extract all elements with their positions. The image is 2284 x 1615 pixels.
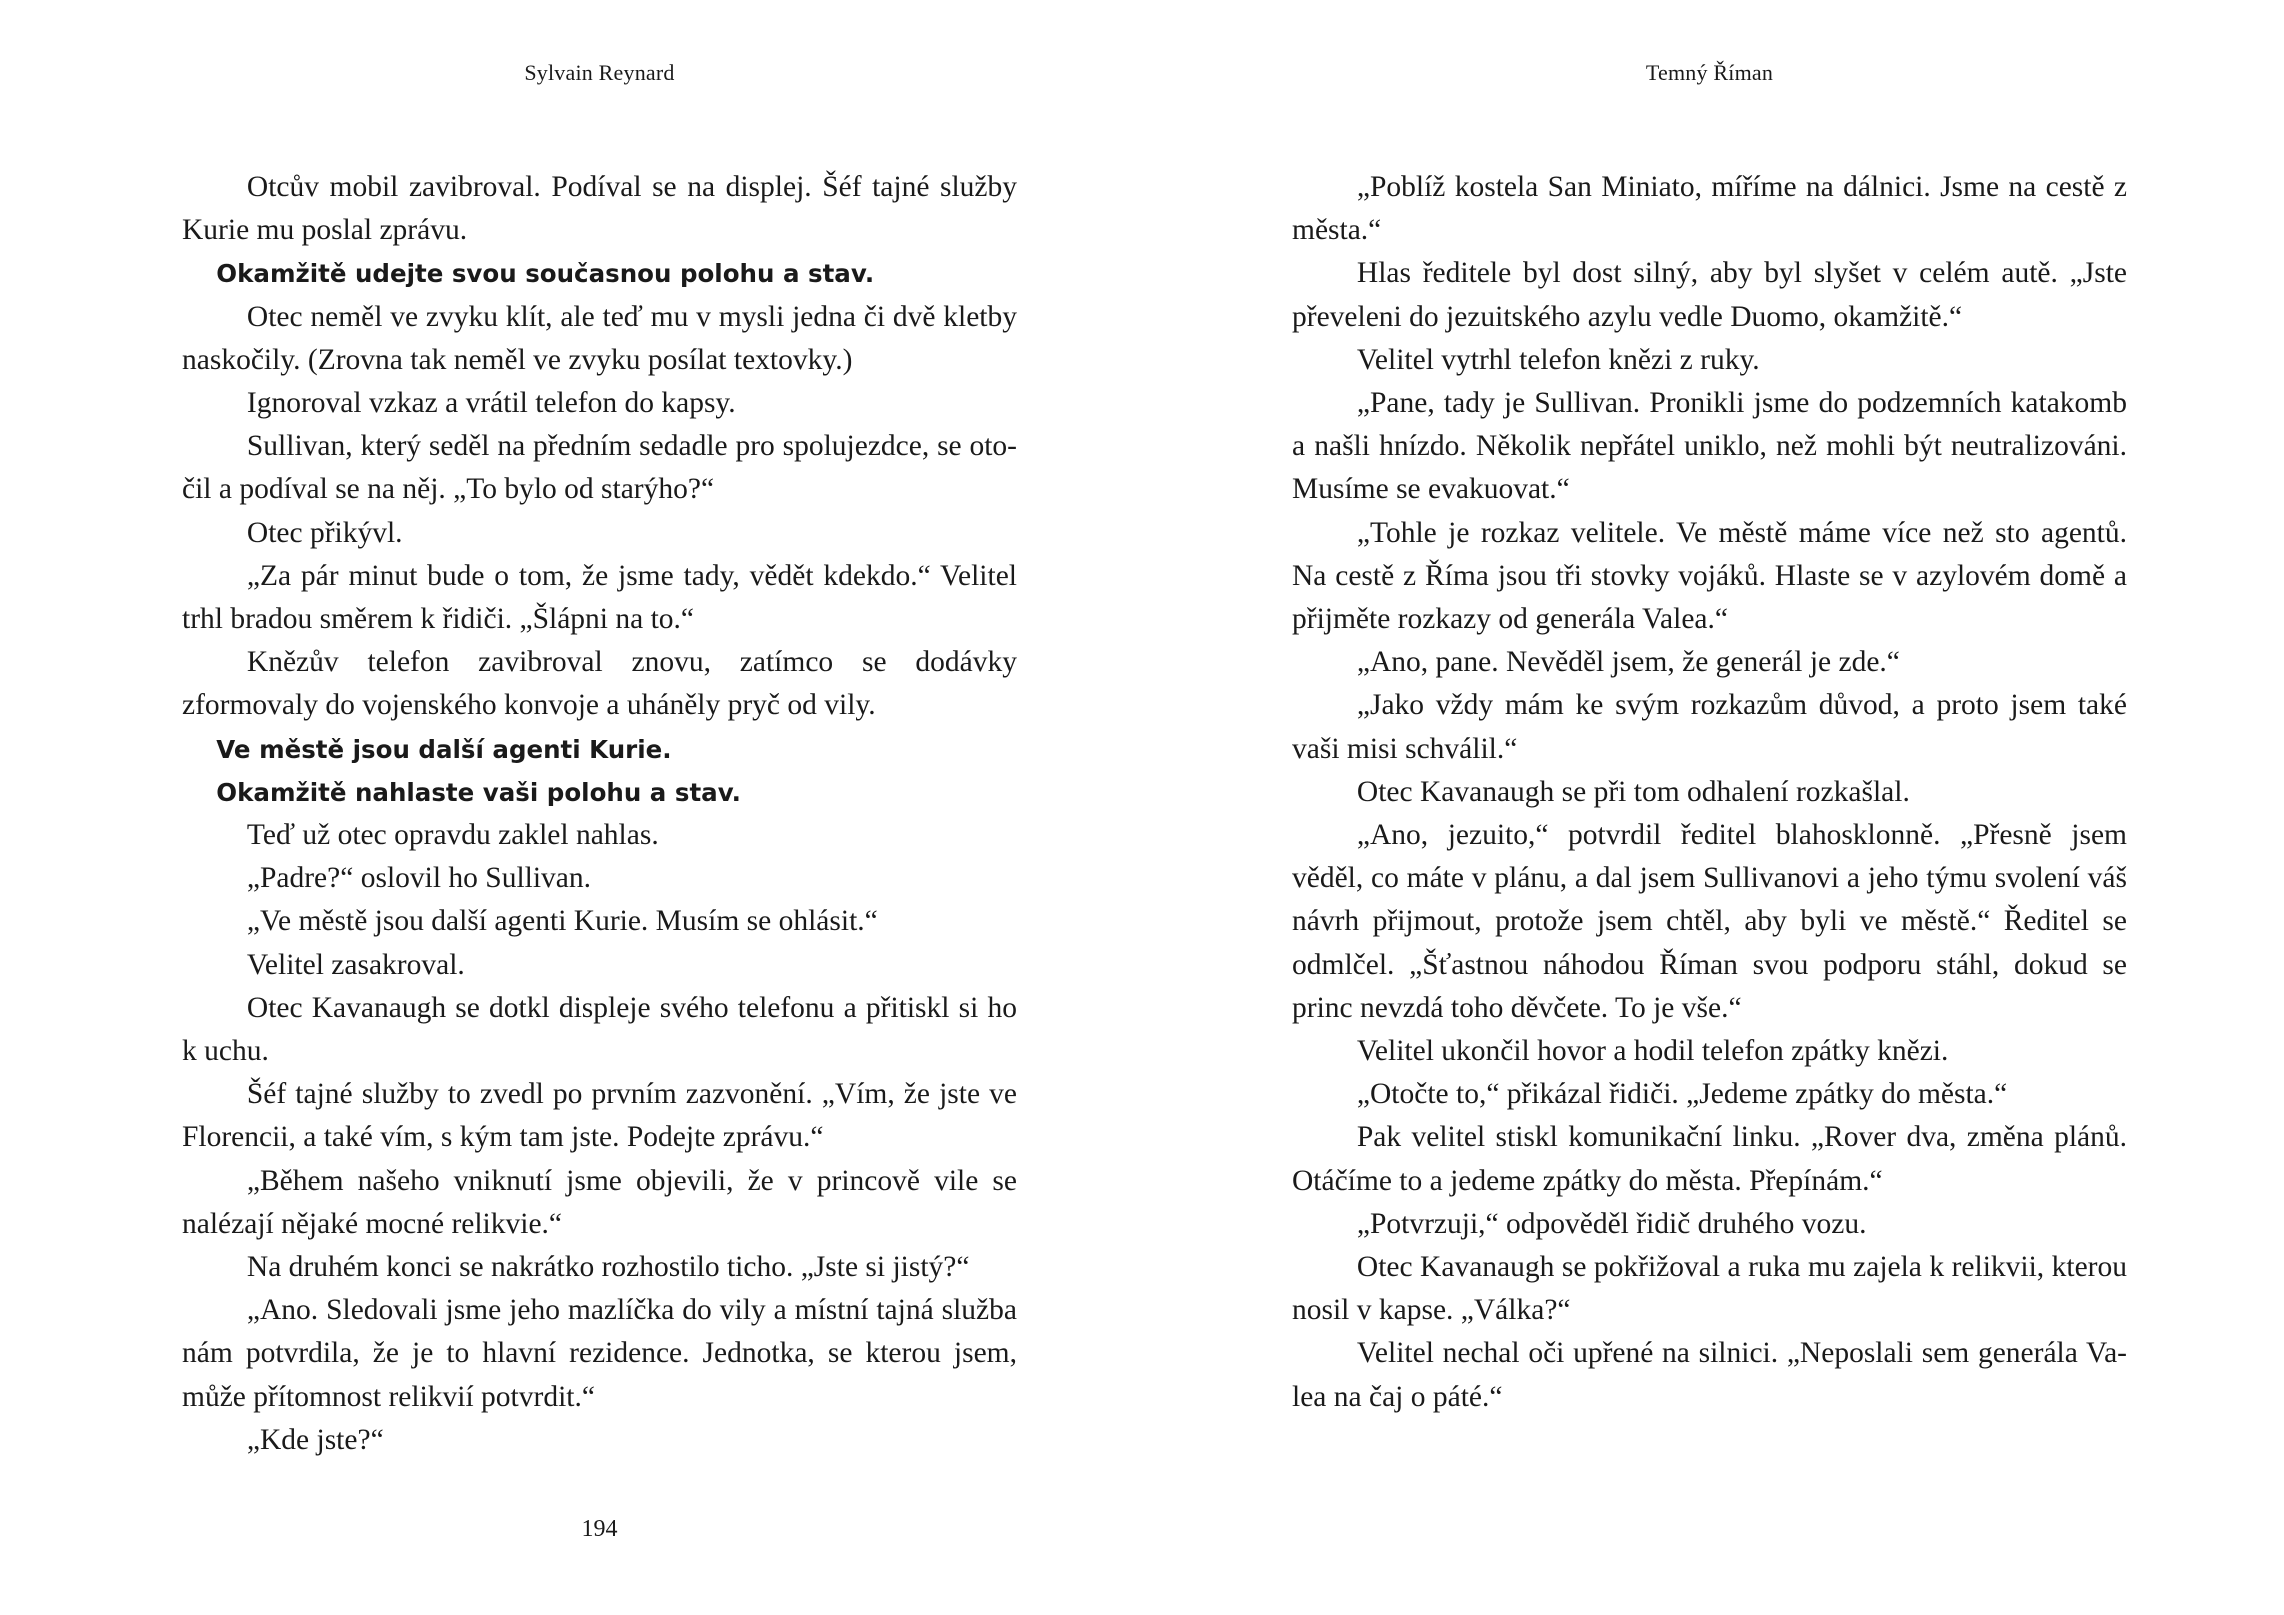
paragraph: „Jako vždy mám ke svým rozkazům důvod, a proto jsem také vaši misi schválil.“ — [1292, 689, 2127, 765]
paragraph: Na druhém konci se nakrátko rozhostilo ticho. „Jste si jistý?“ — [246, 1251, 970, 1284]
paragraph: Otec Kavanaugh se dotkl displeje svého telefonu a přitiskl si ho k uchu. — [182, 991, 1017, 1068]
paragraph: „Otočte to,“ přikázal řidiči. „Jedeme zpátky do města.“ — [1356, 1078, 2008, 1111]
paragraph: „Ano, pane. Nevěděl jsem, že generál je zde.“ — [1356, 646, 1900, 679]
paragraph: „Tohle je rozkaz velitele. Ve městě máme více než sto agentů. Na cestě z Říma jsou tři stovky vojáků. Hlaste se v azylovém domě a přijměte rozkazy od generála Valea.“ — [1292, 516, 2127, 636]
paragraph: Velitel nechal oči upřené na silnici. „Neposlali sem generála Valea na čaj o páté.“ — [1292, 1337, 2127, 1413]
paragraph: Sullivan, který seděl na předním sedadle pro spolujezdce, se otočil a podíval se na něj. „To bylo od starýho?“ — [182, 430, 1017, 506]
paragraph: „Padre?“ oslovil ho Sullivan. — [246, 862, 591, 895]
paragraph: Velitel ukončil hovor a hodil telefon zpátky knězi. — [1356, 1035, 1949, 1068]
paragraph: Pak velitel stiskl komunikační linku. „Rover dva, změna plánů. Otáčíme to a jedeme zpátky do města. Přepínám.“ — [1292, 1121, 2127, 1197]
text-message: Okamžitě udejte svou současnou polohu a stav. — [216, 259, 875, 289]
running-head-title: Temný Říman — [1645, 60, 1774, 85]
page-number: 194 — [581, 1516, 618, 1542]
running-head-author: Sylvain Reynard — [524, 60, 675, 85]
text-message: Okamžitě nahlaste vaši polohu a stav. — [216, 777, 741, 807]
paragraph: Otec Kavanaugh se pokřižoval a ruka mu zajela k relikvii, kterou nosil v kapse. „Válka?“ — [1292, 1251, 2127, 1327]
paragraph: „Kde jste?“ — [246, 1423, 384, 1456]
paragraph: „Ano. Sledovali jsme jeho mazlíčka do vily a místní tajná služba nám potvrdila, že je to hlavní rezidence. Jednotka, se kterou jsem, může přítomnost relikvií potvrdit.“ — [182, 1294, 1017, 1413]
paragraph: „Potvrzuji,“ odpověděl řidič druhého vozu. — [1356, 1207, 1867, 1240]
paragraph: „Pane, tady je Sullivan. Pronikli jsme do podzemních katakomb a našli hnízdo. Několik nepřátel uniklo, než mohli být neutralizováni. Musíme se evakuovat.“ — [1292, 387, 2127, 506]
paragraph: Šéf tajné služby to zvedl po prvním zazvonění. „Vím, že jste ve Florencii, a také vím, s kým tam jste. Podejte zprávu.“ — [182, 1078, 1017, 1154]
right-text-block — [1292, 166, 2127, 1419]
paragraph: „Poblíž kostela San Miniato, míříme na dálnici. Jsme na cestě z města.“ — [1292, 171, 2127, 247]
paragraph: Ignoroval vzkaz a vrátil telefon do kapsy. — [246, 387, 736, 420]
paragraph: Otec Kavanaugh se při tom odhalení rozkašlal. — [1356, 775, 1910, 808]
paragraph: „Ano, jezuito,“ potvrdil ředitel blahosklonně. „Přesně jsem věděl, co máte v plánu, a dal jsem Sullivanovi a jeho týmu svolení váš návrh přijmout, protože jsem chtěl, aby byli ve městě.“ Ředitel se odmlčel. „Šťastnou náhodou Říman svou podporu stáhl, dokud se princ nevzdá toho děvčete. To je vše.“ — [1292, 819, 2127, 1024]
paragraph: „Ve městě jsou další agenti Kurie. Musím se ohlásit.“ — [246, 905, 878, 938]
paragraph: Velitel vytrhl telefon knězi z ruky. — [1356, 343, 1760, 376]
paragraph: „Za pár minut bude o tom, že jsme tady, vědět kdekdo.“ Velitel trhl bradou směrem k řidiči. „Šlápni na to.“ — [182, 559, 1017, 636]
paragraph: „Během našeho vniknutí jsme objevili, že v princově vile se nalézají nějaké mocné relikvie.“ — [182, 1164, 1017, 1240]
paragraph: Otec přikývl. — [246, 516, 403, 549]
paragraph: Hlas ředitele byl dost silný, aby byl slyšet v celém autě. „Jste převeleni do jezuitského azylu vedle Duomo, okamžitě.“ — [1292, 257, 2127, 333]
paragraph: Otec neměl ve zvyku klít, ale teď mu v mysli jedna či dvě kletby naskočily. (Zrovna tak neměl ve zvyku posílat textovky.) — [182, 300, 1017, 376]
right-page — [1142, 0, 2284, 1615]
paragraph: Knězův telefon zavibroval znovu, zatímco se dodávky zformovaly do vojenského konvoje a uháněly pryč od vily. — [182, 646, 1017, 722]
paragraph: Velitel zasakroval. — [246, 948, 465, 981]
left-text-block — [182, 166, 1017, 1462]
text-message: Ve městě jsou další agenti Kurie. — [216, 734, 672, 764]
paragraph: Teď už otec opravdu zaklel nahlas. — [246, 819, 659, 852]
paragraph: Otcův mobil zavibroval. Podíval se na displej. Šéf tajné služby Kurie mu poslal zprávu. — [182, 171, 1017, 247]
